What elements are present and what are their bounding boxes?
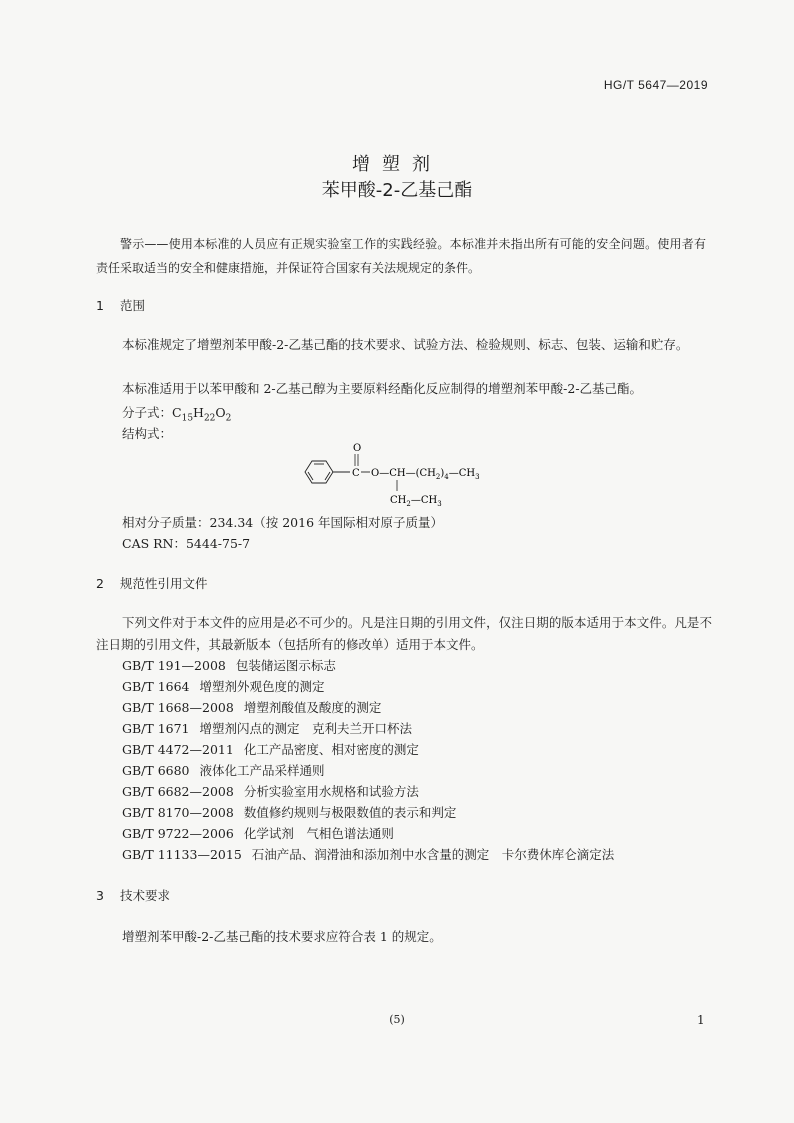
reference-title: 化工产品密度、相对密度的测定 bbox=[243, 742, 419, 757]
reference-item bbox=[122, 803, 456, 821]
formula-o: O bbox=[215, 405, 226, 420]
reference-code: GB/T 1671 bbox=[122, 721, 190, 736]
reference-code: GB/T 4472—2011 bbox=[122, 742, 234, 757]
reference-item bbox=[122, 740, 419, 758]
reference-item bbox=[122, 824, 394, 842]
carbonyl-carbon: C bbox=[352, 468, 360, 479]
carbonyl-oxygen: O bbox=[353, 443, 362, 454]
cas-number: CAS RN：5444-75-7 bbox=[122, 536, 251, 551]
section-2-intro: 下列文件对于本文件的应用是必不可少的。凡是注日期的引用文件，仅注日期的版本适用于本文件。凡是不注日期的引用文件，其最新版本（包括所有的修改单）适用于本文件。 bbox=[96, 615, 712, 652]
section-3-heading bbox=[96, 886, 170, 904]
standard-code: HG/T 5647—2019 bbox=[603, 78, 708, 92]
reference-item bbox=[122, 719, 412, 737]
reference-title: 化学试剂 气相色谱法通则 bbox=[243, 826, 394, 841]
page-number: 1 bbox=[697, 1013, 705, 1027]
molecular-formula bbox=[122, 403, 231, 424]
reference-item bbox=[122, 677, 325, 695]
reference-code: GB/T 191—2008 bbox=[122, 658, 226, 673]
section-3-para: 增塑剂苯甲酸-2-乙基己酯的技术要求应符合表 1 的规定。 bbox=[122, 929, 442, 944]
molecular-mass: 相对分子质量：234.34（按 2016 年国际相对原子质量） bbox=[122, 515, 443, 530]
main-chain: $O—CH—(CH_2)_4—CH_3$ bbox=[371, 468, 480, 481]
section-1-para-2: 本标准适用于以苯甲酸和 2-乙基己醇为主要原料经酯化反应制得的增塑剂苯甲酸-2-乙基己酯。 bbox=[122, 381, 643, 396]
reference-item bbox=[122, 698, 381, 716]
section-1-para-1: 本标准规定了增塑剂苯甲酸-2-乙基己酯的技术要求、试验方法、检验规则、标志、包装、运输和贮存。 bbox=[122, 337, 689, 352]
section-1-number: 1 bbox=[96, 298, 104, 313]
reference-title: 分析实验室用水规格和试验方法 bbox=[243, 784, 419, 799]
reference-title: 增塑剂外观色度的测定 bbox=[199, 679, 325, 694]
section-2-number: 2 bbox=[96, 576, 104, 591]
reference-title: 液体化工产品采样通则 bbox=[199, 763, 325, 778]
formula-label: 分子式： bbox=[122, 405, 173, 420]
page-marker: (5) bbox=[389, 1013, 405, 1026]
structural-formula bbox=[300, 440, 530, 510]
formula-c-count: 15 bbox=[181, 413, 194, 424]
title-line-1: 增塑剂 bbox=[352, 154, 442, 175]
reference-item bbox=[122, 782, 419, 800]
structure-label: 结构式： bbox=[122, 426, 173, 441]
reference-title: 数值修约规则与极限数值的表示和判定 bbox=[243, 805, 457, 820]
formula-o-count: 2 bbox=[225, 413, 232, 424]
formula-h-count: 22 bbox=[203, 413, 216, 424]
reference-title: 包装储运图示标志 bbox=[235, 658, 336, 673]
section-3-title: 技术要求 bbox=[119, 888, 170, 903]
reference-code: GB/T 6680 bbox=[122, 763, 190, 778]
reference-title: 石油产品、润滑油和添加剂中水含量的测定 卡尔费休库仑滴定法 bbox=[251, 847, 615, 862]
reference-code: GB/T 6682—2008 bbox=[122, 784, 234, 799]
reference-title: 增塑剂酸值及酸度的测定 bbox=[243, 700, 382, 715]
section-2-heading bbox=[96, 574, 208, 592]
reference-code: GB/T 9722—2006 bbox=[122, 826, 234, 841]
reference-code: GB/T 1668—2008 bbox=[122, 700, 234, 715]
reference-title: 增塑剂闪点的测定 克利夫兰开口杯法 bbox=[199, 721, 413, 736]
formula-h: H bbox=[193, 405, 204, 420]
branch-chain: $CH_2—CH_3$ bbox=[390, 495, 442, 508]
reference-code: GB/T 1664 bbox=[122, 679, 190, 694]
section-1-title: 范围 bbox=[119, 298, 145, 313]
reference-code: GB/T 8170—2008 bbox=[122, 805, 234, 820]
title-line-2: 苯甲酸-2-乙基己酯 bbox=[321, 180, 473, 201]
reference-item bbox=[122, 761, 325, 779]
warning-paragraph: 警示——使用本标准的人员应有正规实验室工作的实践经验。本标准并未指出所有可能的安全问题。使用者有责任采取适当的安全和健康措施，并保证符合国家有关法规规定的条件。 bbox=[96, 237, 706, 275]
reference-item bbox=[122, 656, 336, 674]
reference-code: GB/T 11133—2015 bbox=[122, 847, 242, 862]
section-2-title: 规范性引用文件 bbox=[119, 576, 208, 591]
benzene-ring bbox=[305, 461, 333, 483]
section-3-number: 3 bbox=[96, 888, 104, 903]
formula-c: C bbox=[172, 405, 182, 420]
reference-item bbox=[122, 845, 614, 863]
section-1-heading bbox=[96, 296, 145, 314]
